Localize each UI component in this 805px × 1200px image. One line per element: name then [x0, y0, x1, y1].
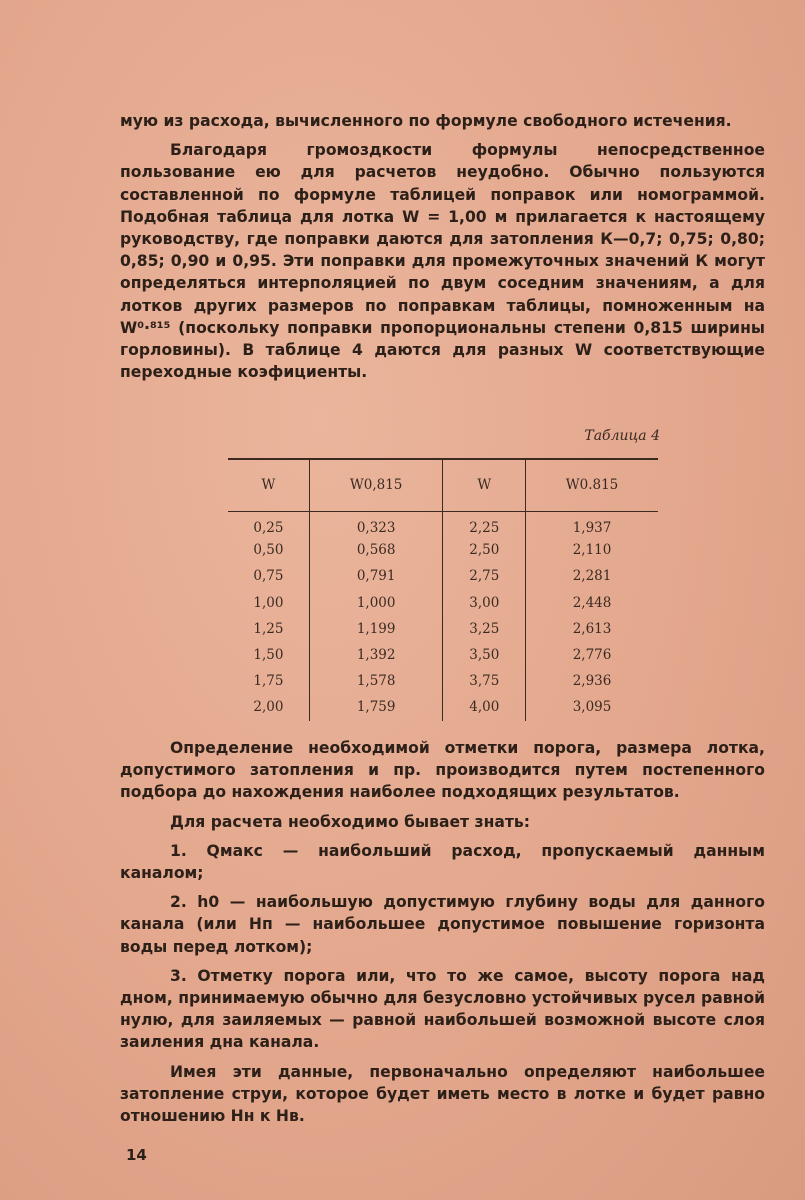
- header-w-power-right: W0.815: [526, 459, 658, 511]
- cell-w-power: 1,937: [526, 511, 658, 537]
- cell-w-power: 1,759: [309, 694, 443, 720]
- coefficient-table: [228, 458, 658, 721]
- table-row: [228, 563, 658, 589]
- cell-w: 1,50: [253, 647, 284, 664]
- cell-w-power: 0,568: [309, 537, 443, 563]
- cell-w-power: 2,776: [526, 642, 658, 668]
- list-item-sill-level: 3. Отметку порога или, что то же самое, высоту порога над дном, принимаемую обычно для безусловно устойчивых русел равной нулю, для заиляемых — равной наибольшей возможной высоте слоя заиления дна канала.: [120, 966, 765, 1052]
- header-w-power-left: W0,815: [309, 459, 443, 511]
- cell-w-power: 0,791: [309, 563, 443, 589]
- paragraph-submergence: Имея эти данные, первоначально определяют наибольшее затопление струи, которое будет иметь место в лотке и будет равно отношению Hн к Hв.: [120, 1062, 765, 1126]
- table-row: [228, 616, 658, 642]
- cell-w-power: 2,936: [526, 668, 658, 694]
- cell-w: 4,00: [443, 694, 526, 720]
- cell-w: 1,75: [253, 673, 284, 690]
- table-row: [228, 590, 658, 616]
- table-row: [228, 511, 658, 537]
- table-header-row: [228, 459, 658, 511]
- page-number: 14: [126, 1146, 147, 1164]
- table-row: [228, 668, 658, 694]
- cell-w: 3,25: [443, 616, 526, 642]
- cell-w-power: 2,281: [526, 563, 658, 589]
- header-w-left: W: [228, 459, 309, 511]
- cell-w-power: 3,095: [526, 694, 658, 720]
- paragraph-required-data: Для расчета необходимо бывает знать:: [170, 812, 530, 831]
- cell-w-power: 2,448: [526, 590, 658, 616]
- cell-w-power: 1,392: [309, 642, 443, 668]
- cell-w: 1,25: [253, 620, 284, 637]
- cell-w-power: 2,613: [526, 616, 658, 642]
- cell-w: 3,00: [443, 590, 526, 616]
- list-item-max-discharge: 1. Qмакс — наибольший расход, пропускаемый данным каналом;: [120, 841, 765, 883]
- cell-w: 2,00: [253, 699, 284, 716]
- cell-w: 0,75: [253, 568, 284, 585]
- table-row: [228, 537, 658, 563]
- paragraph-continuation: мую из расхода, вычисленного по формуле свободного истечения.: [120, 112, 732, 130]
- cell-w: 1,00: [253, 594, 284, 611]
- cell-w: 2,50: [443, 537, 526, 563]
- cell-w: 0,25: [253, 519, 284, 536]
- paragraph-determination: Определение необходимой отметки порога, размера лотка, допустимого затопления и пр. производится путем постепенного подбора до нахождения наиболее подходящих результатов.: [120, 739, 765, 802]
- paragraph-correction-table: Благодаря громоздкости формулы непосредственное пользование ею для расчетов неудобно. Обычно пользуются составленной по формуле таблицей поправок или номограммой. Подобная таблица для лотка W = 1,00 м прилагается к настоящему руководству, где поправки даются для затопления К—0,7; 0,75; 0,80; 0,85; 0,90 и 0,95. Эти поправки для промежуточных значений К могут определяться интерполяцией по двум соседним значениям, а для лотков других размеров по поправкам таблицы, помноженным на W⁰·⁸¹⁵ (поскольку поправки пропорциональны степени 0,815 ширины горловины). В таблице 4 даются для разных W соответствующие переходные коэфициенты.: [120, 141, 765, 382]
- cell-w: 3,50: [443, 642, 526, 668]
- cell-w-power: 1,199: [309, 616, 443, 642]
- cell-w: 2,25: [443, 511, 526, 537]
- cell-w: 0,50: [253, 542, 284, 559]
- list-item-max-depth: 2. h0 — наибольшую допустимую глубину воды для данного канала (или Hп — наибольшее допустимое повышение горизонта воды перед лотком);: [120, 893, 765, 956]
- table-row: [228, 694, 658, 720]
- table-caption: Таблица 4: [584, 428, 660, 444]
- cell-w-power: 0,323: [309, 511, 443, 537]
- cell-w: 2,75: [443, 563, 526, 589]
- table-row: [228, 642, 658, 668]
- cell-w-power: 2,110: [526, 537, 658, 563]
- intro-text: [120, 110, 765, 383]
- cell-w: 3,75: [443, 668, 526, 694]
- cell-w-power: 1,000: [309, 590, 443, 616]
- header-w-right: W: [443, 459, 526, 511]
- cell-w-power: 1,578: [309, 668, 443, 694]
- body-text: [120, 737, 765, 1127]
